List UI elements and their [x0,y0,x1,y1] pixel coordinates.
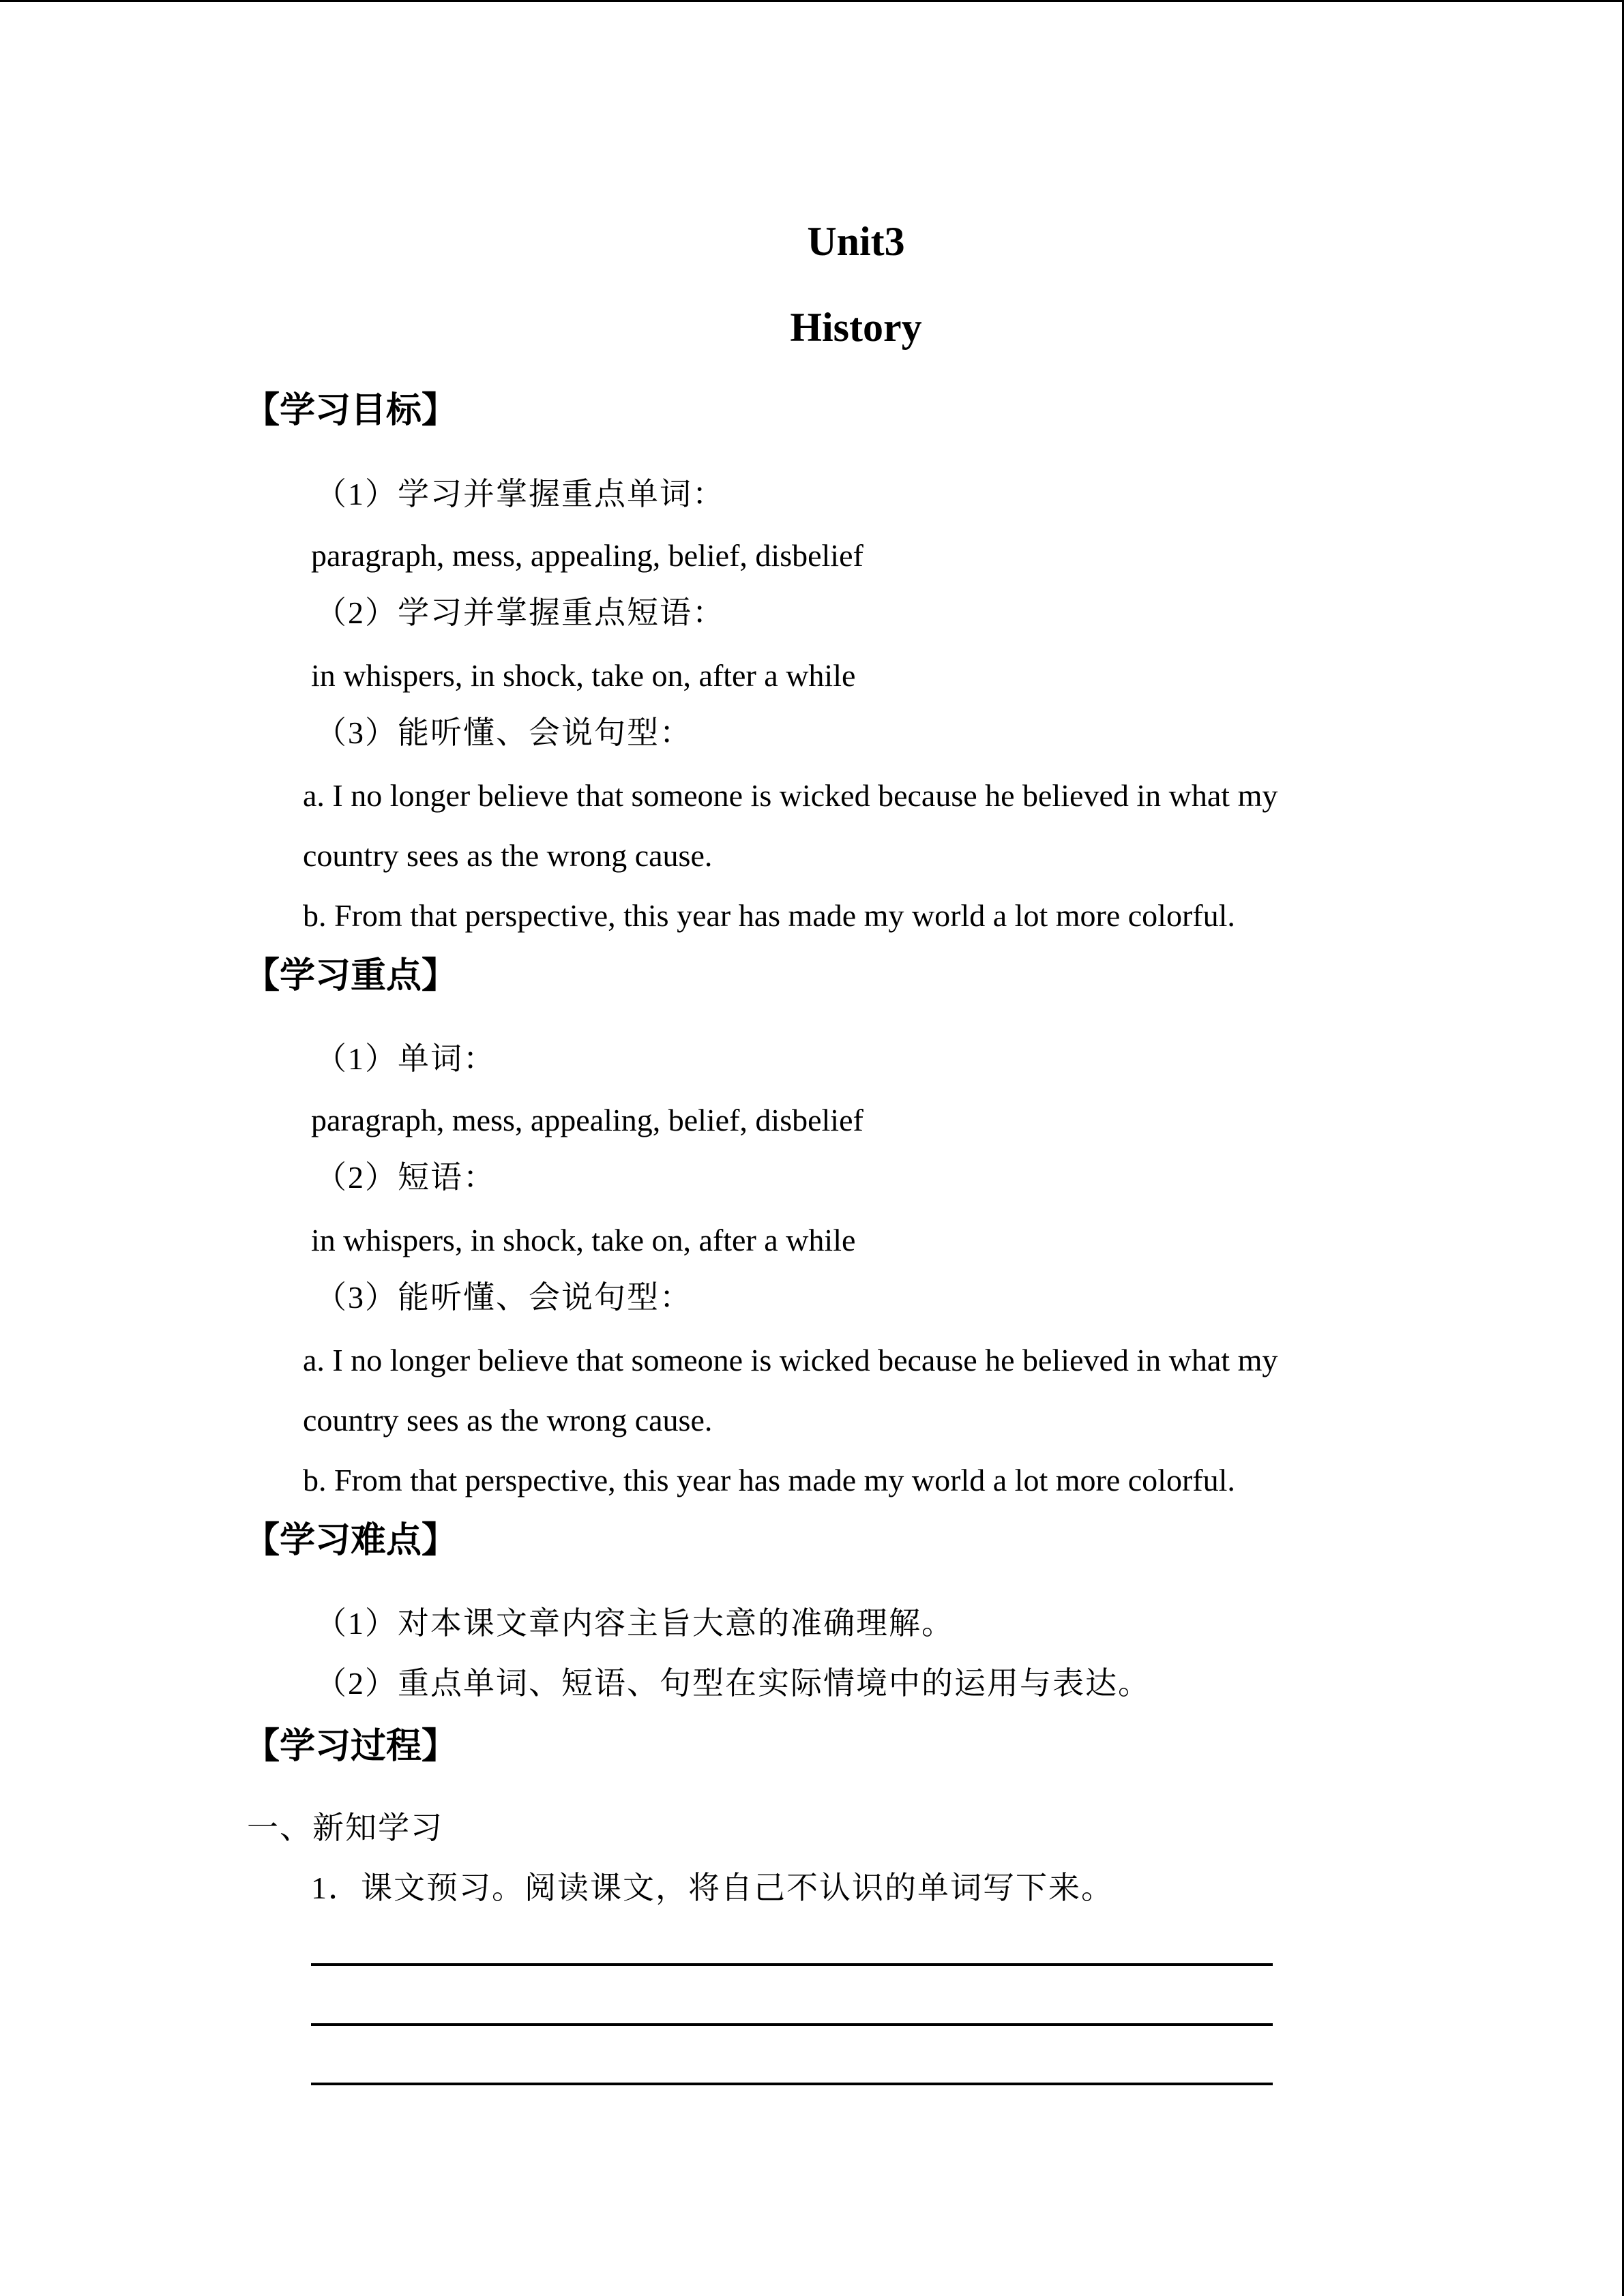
objectives-item3-label: （3）能听懂、会说句型： [315,715,692,750]
lesson-title: History [790,305,922,350]
objectives-sentence-a-line2: country sees as the wrong cause. [303,838,713,873]
objectives-heading: 【学习目标】 [244,391,458,430]
process-part1-title: 一、新知学习 [247,1810,443,1845]
objectives-item2-content: in whispers, in shock, take on, after a while [311,658,856,693]
key-points-sentence-a-line1: a. I no longer believe that someone is wicked because he believed in what my [303,1343,1278,1377]
key-points-item1-content: paragraph, mess, appealing, belief, disbelief [311,1103,863,1137]
difficulties-heading: 【学习难点】 [244,1521,458,1560]
objectives-item1-content: paragraph, mess, appealing, belief, disbelief [311,538,863,573]
process-heading: 【学习过程】 [244,1727,458,1766]
key-points-sentence-b: b. From that perspective, this year has made my world a lot more colorful. [303,1463,1235,1497]
process-task1: 1．课文预习。阅读课文，将自己不认识的单词写下来。 [311,1870,1114,1905]
key-points-sentence-a-line2: country sees as the wrong cause. [303,1403,713,1437]
difficulties-item1: （1）对本课文章内容主旨大意的准确理解。 [315,1606,954,1641]
key-points-item1-label: （1）单词： [315,1041,496,1076]
answer-blank-line[interactable] [311,1963,1273,1966]
key-points-item3-label: （3）能听懂、会说句型： [315,1280,692,1315]
key-points-heading: 【学习重点】 [244,957,458,996]
answer-blank-line[interactable] [311,2023,1273,2026]
answer-blank-line[interactable] [311,2083,1273,2085]
key-points-item2-content: in whispers, in shock, take on, after a while [311,1223,856,1257]
difficulties-item2: （2）重点单词、短语、句型在实际情境中的运用与表达。 [315,1666,1151,1701]
objectives-item1-label: （1）学习并掌握重点单词： [315,477,725,511]
unit-title: Unit3 [807,219,905,264]
objectives-sentence-a-line1: a. I no longer believe that someone is wicked because he believed in what my [303,778,1278,813]
objectives-sentence-b: b. From that perspective, this year has made my world a lot more colorful. [303,898,1235,933]
objectives-item2-label: （2）学习并掌握重点短语： [315,595,725,630]
key-points-item2-label: （2）短语： [315,1160,496,1195]
